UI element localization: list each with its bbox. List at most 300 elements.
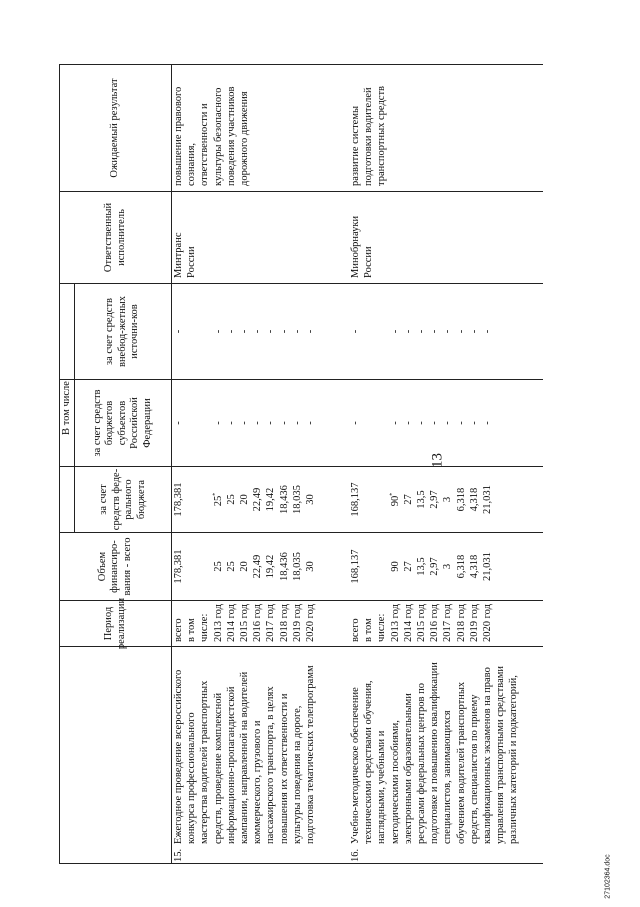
cell-line <box>468 533 481 600</box>
cell-line <box>198 380 211 466</box>
cell-line <box>238 648 251 844</box>
cell-text: - <box>481 421 493 425</box>
cell-text: 13,5 <box>415 490 427 509</box>
cell-line <box>198 533 211 600</box>
cell-line <box>304 648 317 844</box>
cell-text: 2014 год <box>225 604 237 642</box>
cell-line <box>264 533 277 600</box>
cell-text: - <box>265 421 277 425</box>
header-responsible: Ответственный исполнитель <box>103 202 127 273</box>
cell-text: - <box>252 421 264 425</box>
cell-text: 6,318 <box>455 554 467 579</box>
cell-line <box>468 380 481 466</box>
cell-text: - <box>238 421 250 425</box>
cell-line <box>389 467 402 532</box>
cell-line <box>251 380 264 466</box>
cell-text: 2018 год <box>278 604 290 642</box>
cell-text: - <box>455 329 467 334</box>
cell-text: мастерства водителей транспортных <box>199 680 211 844</box>
cell-line <box>481 533 494 600</box>
cell-text: - <box>350 329 361 334</box>
cell-text: - <box>252 329 264 334</box>
cell-line <box>362 533 375 600</box>
cell-line <box>468 648 481 844</box>
cell-text: ресурсами федеральных центров по <box>415 682 427 844</box>
cell-text: 20 <box>238 561 250 572</box>
cell-line <box>349 604 362 642</box>
cell-text: кампании, направленной на водителей <box>238 671 250 844</box>
cell-text: - <box>291 329 303 334</box>
cell-line <box>415 380 428 466</box>
cell-text: - <box>278 329 290 334</box>
cell-line <box>251 284 264 379</box>
cell-line <box>172 380 185 466</box>
cell-text: 3 <box>442 496 454 503</box>
cell-text: - <box>173 329 184 334</box>
cell-line <box>481 284 494 379</box>
cell-line <box>375 648 388 844</box>
cell-line <box>238 467 251 532</box>
cell-text: обучением водителей транспортных <box>455 681 467 844</box>
row-period <box>349 604 494 642</box>
cell-line <box>291 604 304 642</box>
cell-text: дорожного движения <box>238 91 250 186</box>
cell-text: в том <box>363 618 375 642</box>
cell-line <box>362 86 375 186</box>
document-filename: 27102364.doc <box>604 854 612 899</box>
cell-text: - <box>455 421 467 425</box>
cell-line <box>441 284 454 379</box>
cell-line <box>304 380 317 466</box>
cell-text: подготовки водителей <box>363 87 375 186</box>
cell-line <box>264 604 277 642</box>
row-federal <box>172 467 317 532</box>
cell-text: - <box>225 421 237 425</box>
cell-line <box>225 533 238 600</box>
cell-line <box>172 467 185 532</box>
cell-line <box>362 467 375 532</box>
cell-text: - <box>225 329 237 334</box>
cell-line <box>375 533 388 600</box>
cell-text: - <box>429 421 441 425</box>
cell-line <box>304 284 317 379</box>
cell-line <box>278 284 291 379</box>
row-extra <box>349 284 494 379</box>
cell-text: 3 <box>442 563 454 570</box>
cell-text: транспортных средств <box>376 85 388 186</box>
cell-text: числе: <box>376 613 388 642</box>
cell-line <box>441 467 454 532</box>
cell-text: коммерческого, грузового и <box>252 720 264 844</box>
cell-text: информационно-пропагандистской <box>225 686 237 844</box>
cell-text: - <box>212 329 224 334</box>
cell-line <box>225 284 238 379</box>
cell-text: - <box>468 329 480 334</box>
row-responsible <box>349 216 375 278</box>
cell-line <box>212 604 225 642</box>
cell-line <box>507 648 520 844</box>
cell-text: - <box>350 421 361 425</box>
cell-line <box>264 284 277 379</box>
cell-line <box>304 604 317 642</box>
row-result <box>172 87 251 186</box>
cell-text: 2013 год <box>389 604 401 642</box>
cell-text: - <box>304 421 316 425</box>
cell-line <box>455 533 468 600</box>
cell-line <box>481 380 494 466</box>
cell-line <box>225 380 238 466</box>
cell-line <box>278 648 291 844</box>
cell-text: электронными образовательными <box>402 693 414 844</box>
cell-text: 168,137 <box>350 549 361 584</box>
cell-line <box>185 604 198 642</box>
cell-text: - <box>291 421 303 425</box>
cell-text: 30 <box>304 494 316 505</box>
cell-text: 21,031 <box>481 552 493 581</box>
cell-text: - <box>481 329 493 334</box>
cell-text: пассажирского транспорта, в целях <box>265 686 277 844</box>
row-responsible <box>172 233 198 278</box>
cell-text: - <box>415 329 427 334</box>
cell-text: развитие системы <box>350 105 361 186</box>
cell-text: - <box>238 329 250 334</box>
cell-text: 4,318 <box>468 554 480 579</box>
cell-line <box>441 648 454 844</box>
cell-line <box>349 648 362 844</box>
cell-line <box>185 533 198 600</box>
cell-line <box>415 604 428 642</box>
cell-line <box>264 380 277 466</box>
cell-line <box>415 533 428 600</box>
row-number: 16. <box>350 848 361 862</box>
cell-line <box>185 648 198 844</box>
cell-line <box>362 380 375 466</box>
cell-line <box>278 467 291 532</box>
cell-text: различных категорий и подкатегорий, <box>508 675 520 844</box>
cell-text: культуры безопасного <box>212 87 224 186</box>
cell-text: 18,035 <box>291 552 303 581</box>
cell-text: 19,42 <box>265 487 277 512</box>
cell-line <box>304 467 317 532</box>
cell-text: 2016 год <box>252 604 264 642</box>
cell-line <box>185 87 198 186</box>
cell-text: всего <box>350 618 361 642</box>
cell-text: - <box>429 329 441 334</box>
cell-line <box>441 380 454 466</box>
cell-text: - <box>278 421 290 425</box>
cell-line <box>238 533 251 600</box>
cell-text: России <box>363 246 375 278</box>
page-number: 13 <box>429 453 446 468</box>
cell-text: конкурса профессионального <box>186 712 198 844</box>
cell-line <box>291 380 304 466</box>
row-extra <box>172 284 317 379</box>
cell-line <box>251 604 264 642</box>
cell-line <box>428 604 441 642</box>
cell-text: 6,318 <box>455 487 467 512</box>
cell-line <box>428 284 441 379</box>
cell-text: Ежегодное проведение всероссийского <box>173 669 184 844</box>
cell-text: 27 <box>402 494 414 505</box>
cell-text: 2020 год <box>304 604 316 642</box>
cell-line <box>455 467 468 532</box>
cell-line <box>415 467 428 532</box>
cell-text: 25 <box>212 495 224 507</box>
cell-line <box>402 604 415 642</box>
cell-line <box>291 467 304 532</box>
cell-line <box>375 467 388 532</box>
cell-line <box>264 648 277 844</box>
cell-text: 2,97 <box>429 557 441 576</box>
cell-line <box>172 604 185 642</box>
cell-text: - <box>265 329 277 334</box>
cell-text: - <box>389 329 401 334</box>
cell-line <box>362 284 375 379</box>
cell-text: Учебно-методическое обеспечение <box>350 687 361 844</box>
cell-text: квалификационных экзаменов на право <box>481 667 493 844</box>
cell-text: 2013 год <box>212 604 224 642</box>
cell-text: 30 <box>304 561 316 572</box>
cell-line <box>212 648 225 844</box>
header-volume: Объем финансиро-вания - всего <box>96 537 133 596</box>
cell-text: техническими средствами обучения, <box>363 680 375 844</box>
cell-line <box>198 604 211 642</box>
row-number: 15. <box>173 848 184 862</box>
cell-line <box>415 648 428 844</box>
cell-text: Минтранс <box>173 232 184 278</box>
cell-line <box>185 284 198 379</box>
cell-text: 178,381 <box>173 482 184 517</box>
cell-text: сознания, <box>186 142 198 186</box>
cell-text: 168,137 <box>350 482 361 517</box>
cell-line <box>428 467 441 532</box>
cell-line <box>251 533 264 600</box>
cell-text: 27 <box>402 561 414 572</box>
cell-line <box>481 648 494 844</box>
footnote-mark: * <box>389 492 396 496</box>
cell-text: подготовка тематических телепрограмм <box>304 665 316 844</box>
cell-line <box>291 533 304 600</box>
cell-line <box>349 216 362 278</box>
cell-line <box>238 87 251 186</box>
cell-line <box>428 533 441 600</box>
cell-line <box>212 380 225 466</box>
row-period <box>172 604 317 642</box>
cell-line <box>468 467 481 532</box>
cell-line <box>455 604 468 642</box>
cell-line <box>375 86 388 186</box>
cell-line <box>212 284 225 379</box>
cell-text: - <box>415 421 427 425</box>
cell-text: 2018 год <box>455 604 467 642</box>
cell-text: 2019 год <box>468 604 480 642</box>
cell-text: 13,5 <box>415 557 427 576</box>
cell-line <box>185 467 198 532</box>
row-description <box>172 648 317 844</box>
cell-line <box>212 467 225 532</box>
cell-line <box>185 233 198 278</box>
cell-text: повышения их ответственности и <box>278 693 290 844</box>
cell-line <box>375 284 388 379</box>
cell-text: 19,42 <box>265 554 277 579</box>
cell-text: Минобрнауки <box>350 215 361 278</box>
cell-line <box>304 533 317 600</box>
cell-line <box>172 533 185 600</box>
financing-table <box>59 64 543 864</box>
cell-text: 25 <box>225 561 237 572</box>
cell-line <box>212 87 225 186</box>
cell-text: 90 <box>389 495 401 507</box>
cell-line <box>185 380 198 466</box>
cell-text: наглядными, учебными и <box>376 730 388 844</box>
cell-line <box>278 604 291 642</box>
header-in-total: В том числе <box>60 381 72 435</box>
cell-line <box>238 380 251 466</box>
row-result <box>349 86 389 186</box>
cell-line <box>362 216 375 278</box>
cell-text: 2,97 <box>429 490 441 509</box>
cell-text: поведения участников <box>225 86 237 186</box>
cell-text: числе: <box>199 613 211 642</box>
cell-text: 2016 год <box>429 604 441 642</box>
cell-line <box>481 604 494 642</box>
cell-text: средств, проведение комплексной <box>212 692 224 844</box>
cell-text: в том <box>186 618 198 642</box>
cell-line <box>349 467 362 532</box>
cell-text: 18,436 <box>278 552 290 581</box>
cell-text: всего <box>173 618 184 642</box>
cell-line <box>428 380 441 466</box>
cell-text: 178,381 <box>173 549 184 584</box>
cell-line <box>494 648 507 844</box>
header-regional: за счет средств бюджетов субъектов Российской Федерации <box>91 389 153 457</box>
cell-line <box>349 284 362 379</box>
cell-text: - <box>402 329 414 334</box>
cell-text: - <box>468 421 480 425</box>
cell-line <box>441 604 454 642</box>
cell-line <box>389 604 402 642</box>
cell-line <box>278 533 291 600</box>
cell-line <box>251 648 264 844</box>
cell-line <box>198 87 211 186</box>
header-federal: за счет средств феде-рального бюджета <box>98 468 147 531</box>
cell-line <box>349 86 362 186</box>
cell-text: специалистов, занимающихся <box>442 710 454 844</box>
cell-line <box>468 284 481 379</box>
cell-text: 2015 год <box>415 604 427 642</box>
cell-text: - <box>389 421 401 425</box>
cell-line <box>291 648 304 844</box>
cell-line <box>198 648 211 844</box>
cell-text: - <box>212 421 224 425</box>
cell-text: - <box>442 421 454 425</box>
cell-line <box>225 648 238 844</box>
cell-text: культуры поведения на дороге, <box>291 705 303 844</box>
header-extra: за счет средств внебюд-жетных источни-ков <box>104 295 141 368</box>
cell-text: 18,035 <box>291 485 303 514</box>
cell-text: 22,49 <box>252 487 264 512</box>
row-volume <box>172 533 317 600</box>
cell-text: повышение правового <box>173 86 184 186</box>
cell-text: подготовке и повышению квалификации <box>429 662 441 844</box>
cell-line <box>225 467 238 532</box>
cell-text: 2017 год <box>265 604 277 642</box>
cell-line <box>362 604 375 642</box>
cell-line <box>389 648 402 844</box>
row-description <box>349 648 520 844</box>
cell-line <box>455 380 468 466</box>
row-regional <box>349 380 494 466</box>
cell-text: - <box>173 421 184 425</box>
cell-line <box>349 533 362 600</box>
cell-line <box>278 380 291 466</box>
cell-line <box>455 648 468 844</box>
cell-line <box>375 604 388 642</box>
cell-line <box>198 284 211 379</box>
cell-line <box>172 284 185 379</box>
cell-text: 2020 год <box>481 604 493 642</box>
cell-line <box>389 380 402 466</box>
cell-text: 20 <box>238 494 250 505</box>
cell-line <box>402 648 415 844</box>
cell-line <box>198 467 211 532</box>
cell-line <box>402 284 415 379</box>
cell-line <box>389 533 402 600</box>
cell-text: методическими пособиями, <box>389 720 401 844</box>
cell-line <box>468 604 481 642</box>
cell-text: 2014 год <box>402 604 414 642</box>
cell-line <box>402 380 415 466</box>
cell-text: 21,031 <box>481 485 493 514</box>
footnote-mark: * <box>212 492 219 496</box>
cell-line <box>389 284 402 379</box>
cell-line <box>415 284 428 379</box>
cell-line <box>402 467 415 532</box>
row-federal <box>349 467 494 532</box>
cell-line <box>291 284 304 379</box>
cell-line <box>349 380 362 466</box>
cell-line <box>225 87 238 186</box>
cell-text: 2015 год <box>238 604 250 642</box>
cell-text: 2017 год <box>442 604 454 642</box>
cell-line <box>225 604 238 642</box>
cell-text: 25 <box>212 561 224 572</box>
cell-text: 4,318 <box>468 487 480 512</box>
cell-line <box>212 533 225 600</box>
cell-line <box>251 467 264 532</box>
cell-line <box>441 533 454 600</box>
cell-line <box>428 648 441 844</box>
cell-text: - <box>304 329 316 334</box>
row-volume <box>349 533 494 600</box>
cell-line <box>238 604 251 642</box>
cell-text: 18,436 <box>278 485 290 514</box>
cell-line <box>238 284 251 379</box>
cell-line <box>172 648 185 844</box>
cell-line <box>455 284 468 379</box>
cell-text: управления транспортными средствами <box>495 666 507 844</box>
cell-text: 25 <box>225 494 237 505</box>
cell-text: - <box>442 329 454 334</box>
header-period: Период реализации <box>103 597 127 650</box>
row-regional <box>172 380 317 466</box>
cell-text: - <box>402 421 414 425</box>
cell-text: средств, специалистов по приему <box>468 694 480 844</box>
cell-text: России <box>186 246 198 278</box>
cell-line <box>172 87 185 186</box>
cell-line <box>402 533 415 600</box>
cell-line <box>481 467 494 532</box>
